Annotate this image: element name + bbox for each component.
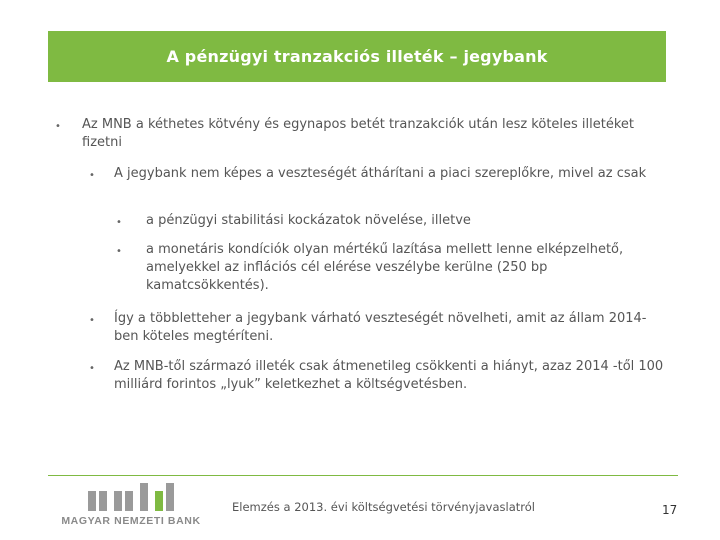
mnb-logo-text: MAGYAR NEMZETI BANK — [61, 515, 201, 527]
bullet-1-1: A jegybank nem képes a veszteségét áthárítani a piaci szereplőkre, mivel az csak — [114, 166, 647, 181]
bullet-marker: • — [55, 121, 61, 132]
bullet-marker: • — [116, 246, 122, 257]
bullet-1-1-2: a monetáris kondíciók olyan mértékű lazítása mellett lenne elképzelhető, amelyekkel az inflációs cél elérése veszélybe kerülne (250 bp kamatcsökkentés). — [146, 242, 624, 293]
bullet-1: Az MNB a kéthetes kötvény és egynapos betét tranzakciók után lesz köteles illetéket fizetni — [82, 117, 635, 150]
page-number: 17 — [662, 503, 678, 517]
bullet-marker: • — [89, 363, 95, 374]
mnb-logo-icon — [86, 483, 176, 511]
mnb-logo — [56, 483, 206, 533]
bullet-1-3: Az MNB-től származó illeték csak átmenetileg csökkenti a hiányt, azaz 2014 -től 100 milliárd forintos „lyuk” keletkezhet a költségvetésben. — [114, 359, 664, 392]
footer-divider — [48, 475, 678, 476]
footer-caption: Elemzés a 2013. évi költségvetési törvényjavaslatról — [232, 500, 535, 514]
bullet-marker: • — [89, 315, 95, 326]
bullet-marker: • — [116, 217, 122, 228]
slide-title: A pénzügyi tranzakciós illeték – jegybank — [166, 47, 548, 66]
bullet-1-1-1: a pénzügyi stabilitási kockázatok növelése, illetve — [146, 213, 471, 228]
bullet-marker: • — [89, 170, 95, 181]
bullet-1-2: Így a többletteher a jegybank várható veszteségét növelheti, amit az állam 2014-ben köteles megtéríteni. — [114, 311, 647, 344]
